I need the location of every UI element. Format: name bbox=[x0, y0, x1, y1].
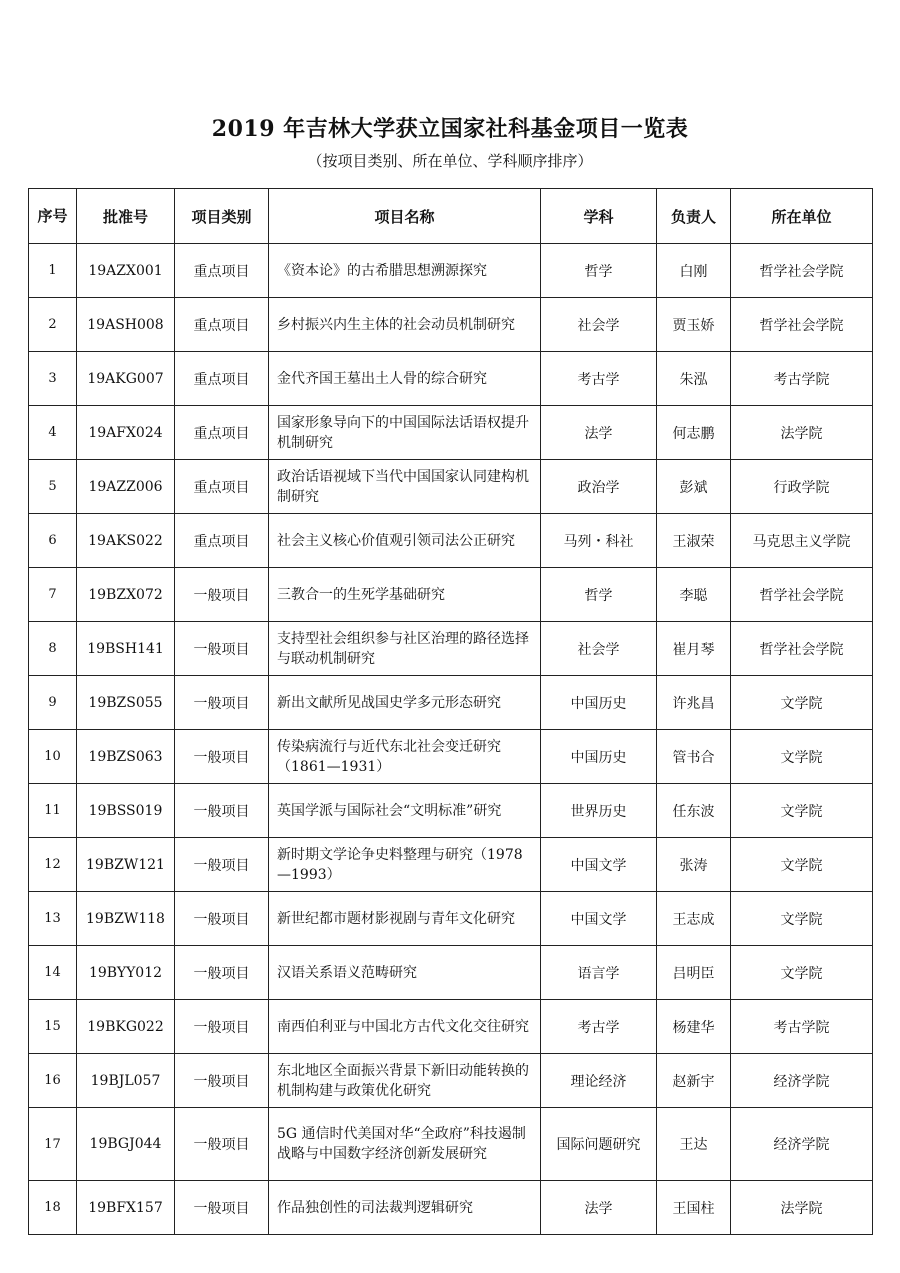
header-name: 项目名称 bbox=[269, 189, 541, 244]
cell-leader: 任东波 bbox=[657, 784, 731, 838]
cell-unit: 马克思主义学院 bbox=[731, 514, 873, 568]
cell-category: 重点项目 bbox=[175, 406, 269, 460]
cell-name: 作品独创性的司法裁判逻辑研究 bbox=[269, 1181, 541, 1235]
cell-discipline: 中国文学 bbox=[541, 892, 657, 946]
cell-unit: 哲学社会学院 bbox=[731, 244, 873, 298]
cell-discipline: 国际问题研究 bbox=[541, 1108, 657, 1181]
cell-approval-no: 19BGJ044 bbox=[77, 1108, 175, 1181]
table-row bbox=[29, 730, 873, 784]
cell-approval-no: 19BFX157 bbox=[77, 1181, 175, 1235]
cell-leader: 王志成 bbox=[657, 892, 731, 946]
cell-index: 8 bbox=[29, 622, 77, 676]
cell-unit: 哲学社会学院 bbox=[731, 568, 873, 622]
cell-approval-no: 19BZS063 bbox=[77, 730, 175, 784]
page-subtitle: （按项目类别、所在单位、学科顺序排序） bbox=[307, 152, 593, 170]
cell-unit: 文学院 bbox=[731, 946, 873, 1000]
cell-name: 南西伯利亚与中国北方古代文化交往研究 bbox=[269, 1000, 541, 1054]
cell-category: 一般项目 bbox=[175, 676, 269, 730]
cell-leader: 许兆昌 bbox=[657, 676, 731, 730]
cell-leader: 吕明臣 bbox=[657, 946, 731, 1000]
cell-leader: 李聪 bbox=[657, 568, 731, 622]
cell-index: 13 bbox=[29, 892, 77, 946]
cell-name: 金代齐国王墓出土人骨的综合研究 bbox=[269, 352, 541, 406]
cell-approval-no: 19BKG022 bbox=[77, 1000, 175, 1054]
cell-name: 三教合一的生死学基础研究 bbox=[269, 568, 541, 622]
table-row bbox=[29, 568, 873, 622]
table-row bbox=[29, 1054, 873, 1108]
cell-index: 3 bbox=[29, 352, 77, 406]
cell-unit: 考古学院 bbox=[731, 352, 873, 406]
cell-index: 18 bbox=[29, 1181, 77, 1235]
cell-approval-no: 19ASH008 bbox=[77, 298, 175, 352]
cell-approval-no: 19AKG007 bbox=[77, 352, 175, 406]
cell-index: 6 bbox=[29, 514, 77, 568]
cell-index: 7 bbox=[29, 568, 77, 622]
cell-leader: 彭斌 bbox=[657, 460, 731, 514]
cell-approval-no: 19BJL057 bbox=[77, 1054, 175, 1108]
table-row bbox=[29, 1108, 873, 1181]
cell-discipline: 法学 bbox=[541, 1181, 657, 1235]
cell-approval-no: 19BSS019 bbox=[77, 784, 175, 838]
cell-discipline: 考古学 bbox=[541, 1000, 657, 1054]
table-row bbox=[29, 1181, 873, 1235]
cell-category: 重点项目 bbox=[175, 460, 269, 514]
table-row bbox=[29, 784, 873, 838]
cell-name: 新世纪都市题材影视剧与青年文化研究 bbox=[269, 892, 541, 946]
cell-leader: 管书合 bbox=[657, 730, 731, 784]
cell-approval-no: 19AKS022 bbox=[77, 514, 175, 568]
cell-index: 10 bbox=[29, 730, 77, 784]
header-index: 序号 bbox=[29, 189, 77, 244]
cell-index: 2 bbox=[29, 298, 77, 352]
cell-category: 一般项目 bbox=[175, 946, 269, 1000]
table-row bbox=[29, 244, 873, 298]
project-table bbox=[28, 188, 873, 1235]
cell-category: 一般项目 bbox=[175, 622, 269, 676]
cell-category: 一般项目 bbox=[175, 784, 269, 838]
cell-category: 重点项目 bbox=[175, 298, 269, 352]
table-row bbox=[29, 298, 873, 352]
header-category: 项目类别 bbox=[175, 189, 269, 244]
cell-approval-no: 19AZX001 bbox=[77, 244, 175, 298]
cell-index: 15 bbox=[29, 1000, 77, 1054]
cell-discipline: 哲学 bbox=[541, 568, 657, 622]
cell-discipline: 社会学 bbox=[541, 298, 657, 352]
cell-index: 9 bbox=[29, 676, 77, 730]
cell-unit: 文学院 bbox=[731, 676, 873, 730]
cell-leader: 王国柱 bbox=[657, 1181, 731, 1235]
cell-discipline: 语言学 bbox=[541, 946, 657, 1000]
cell-category: 一般项目 bbox=[175, 838, 269, 892]
cell-category: 一般项目 bbox=[175, 1054, 269, 1108]
cell-index: 5 bbox=[29, 460, 77, 514]
cell-name: 新出文献所见战国史学多元形态研究 bbox=[269, 676, 541, 730]
table-row bbox=[29, 838, 873, 892]
cell-discipline: 中国历史 bbox=[541, 730, 657, 784]
cell-leader: 赵新宇 bbox=[657, 1054, 731, 1108]
cell-unit: 法学院 bbox=[731, 1181, 873, 1235]
cell-index: 4 bbox=[29, 406, 77, 460]
cell-discipline: 考古学 bbox=[541, 352, 657, 406]
cell-leader: 崔月琴 bbox=[657, 622, 731, 676]
cell-unit: 法学院 bbox=[731, 406, 873, 460]
cell-category: 一般项目 bbox=[175, 568, 269, 622]
cell-discipline: 政治学 bbox=[541, 460, 657, 514]
cell-discipline: 法学 bbox=[541, 406, 657, 460]
cell-category: 一般项目 bbox=[175, 1108, 269, 1181]
header-discipline: 学科 bbox=[541, 189, 657, 244]
cell-leader: 王达 bbox=[657, 1108, 731, 1181]
cell-unit: 文学院 bbox=[731, 784, 873, 838]
cell-category: 一般项目 bbox=[175, 892, 269, 946]
cell-discipline: 中国文学 bbox=[541, 838, 657, 892]
cell-approval-no: 19AZZ006 bbox=[77, 460, 175, 514]
cell-unit: 经济学院 bbox=[731, 1108, 873, 1181]
cell-discipline: 世界历史 bbox=[541, 784, 657, 838]
cell-name: 国家形象导向下的中国国际法话语权提升机制研究 bbox=[269, 406, 541, 460]
cell-index: 12 bbox=[29, 838, 77, 892]
page-title: 2019 年吉林大学获立国家社科基金项目一览表 bbox=[211, 116, 689, 142]
cell-discipline: 理论经济 bbox=[541, 1054, 657, 1108]
cell-leader: 王淑荣 bbox=[657, 514, 731, 568]
cell-index: 1 bbox=[29, 244, 77, 298]
cell-unit: 哲学社会学院 bbox=[731, 622, 873, 676]
table-header-row bbox=[29, 189, 873, 244]
cell-name: 汉语关系语义范畴研究 bbox=[269, 946, 541, 1000]
cell-name: 乡村振兴内生主体的社会动员机制研究 bbox=[269, 298, 541, 352]
cell-index: 14 bbox=[29, 946, 77, 1000]
cell-name: 东北地区全面振兴背景下新旧动能转换的机制构建与政策优化研究 bbox=[269, 1054, 541, 1108]
header-unit: 所在单位 bbox=[731, 189, 873, 244]
table-row bbox=[29, 622, 873, 676]
cell-name: 《资本论》的古希腊思想溯源探究 bbox=[269, 244, 541, 298]
cell-leader: 张涛 bbox=[657, 838, 731, 892]
table-row bbox=[29, 946, 873, 1000]
table-row bbox=[29, 514, 873, 568]
cell-index: 16 bbox=[29, 1054, 77, 1108]
cell-leader: 朱泓 bbox=[657, 352, 731, 406]
cell-approval-no: 19BZX072 bbox=[77, 568, 175, 622]
table-row bbox=[29, 406, 873, 460]
cell-category: 一般项目 bbox=[175, 1181, 269, 1235]
cell-unit: 考古学院 bbox=[731, 1000, 873, 1054]
table-row bbox=[29, 676, 873, 730]
header-leader: 负责人 bbox=[657, 189, 731, 244]
cell-approval-no: 19BSH141 bbox=[77, 622, 175, 676]
cell-leader: 杨建华 bbox=[657, 1000, 731, 1054]
cell-leader: 贾玉娇 bbox=[657, 298, 731, 352]
cell-approval-no: 19BZW118 bbox=[77, 892, 175, 946]
cell-name: 新时期文学论争史料整理与研究（1978—1993） bbox=[269, 838, 541, 892]
cell-unit: 行政学院 bbox=[731, 460, 873, 514]
cell-name: 传染病流行与近代东北社会变迁研究（1861—1931） bbox=[269, 730, 541, 784]
cell-name: 政治话语视域下当代中国国家认同建构机制研究 bbox=[269, 460, 541, 514]
cell-discipline: 哲学 bbox=[541, 244, 657, 298]
table-row bbox=[29, 892, 873, 946]
cell-discipline: 社会学 bbox=[541, 622, 657, 676]
cell-approval-no: 19BYY012 bbox=[77, 946, 175, 1000]
cell-leader: 何志鹏 bbox=[657, 406, 731, 460]
cell-category: 重点项目 bbox=[175, 244, 269, 298]
cell-unit: 经济学院 bbox=[731, 1054, 873, 1108]
table-row bbox=[29, 1000, 873, 1054]
cell-index: 11 bbox=[29, 784, 77, 838]
cell-name: 5G 通信时代美国对华“全政府”科技遏制战略与中国数字经济创新发展研究 bbox=[269, 1108, 541, 1181]
cell-name: 支持型社会组织参与社区治理的路径选择与联动机制研究 bbox=[269, 622, 541, 676]
cell-approval-no: 19BZW121 bbox=[77, 838, 175, 892]
cell-unit: 文学院 bbox=[731, 838, 873, 892]
table-row bbox=[29, 460, 873, 514]
cell-category: 重点项目 bbox=[175, 352, 269, 406]
cell-name: 社会主义核心价值观引领司法公正研究 bbox=[269, 514, 541, 568]
cell-category: 重点项目 bbox=[175, 514, 269, 568]
cell-approval-no: 19BZS055 bbox=[77, 676, 175, 730]
header-approval-no: 批准号 bbox=[77, 189, 175, 244]
cell-category: 一般项目 bbox=[175, 730, 269, 784]
cell-unit: 哲学社会学院 bbox=[731, 298, 873, 352]
cell-discipline: 中国历史 bbox=[541, 676, 657, 730]
table-body bbox=[29, 244, 873, 1235]
cell-unit: 文学院 bbox=[731, 730, 873, 784]
cell-discipline: 马列・科社 bbox=[541, 514, 657, 568]
cell-name: 英国学派与国际社会“文明标准”研究 bbox=[269, 784, 541, 838]
cell-index: 17 bbox=[29, 1108, 77, 1181]
table-row bbox=[29, 352, 873, 406]
cell-category: 一般项目 bbox=[175, 1000, 269, 1054]
cell-unit: 文学院 bbox=[731, 892, 873, 946]
cell-approval-no: 19AFX024 bbox=[77, 406, 175, 460]
cell-leader: 白刚 bbox=[657, 244, 731, 298]
